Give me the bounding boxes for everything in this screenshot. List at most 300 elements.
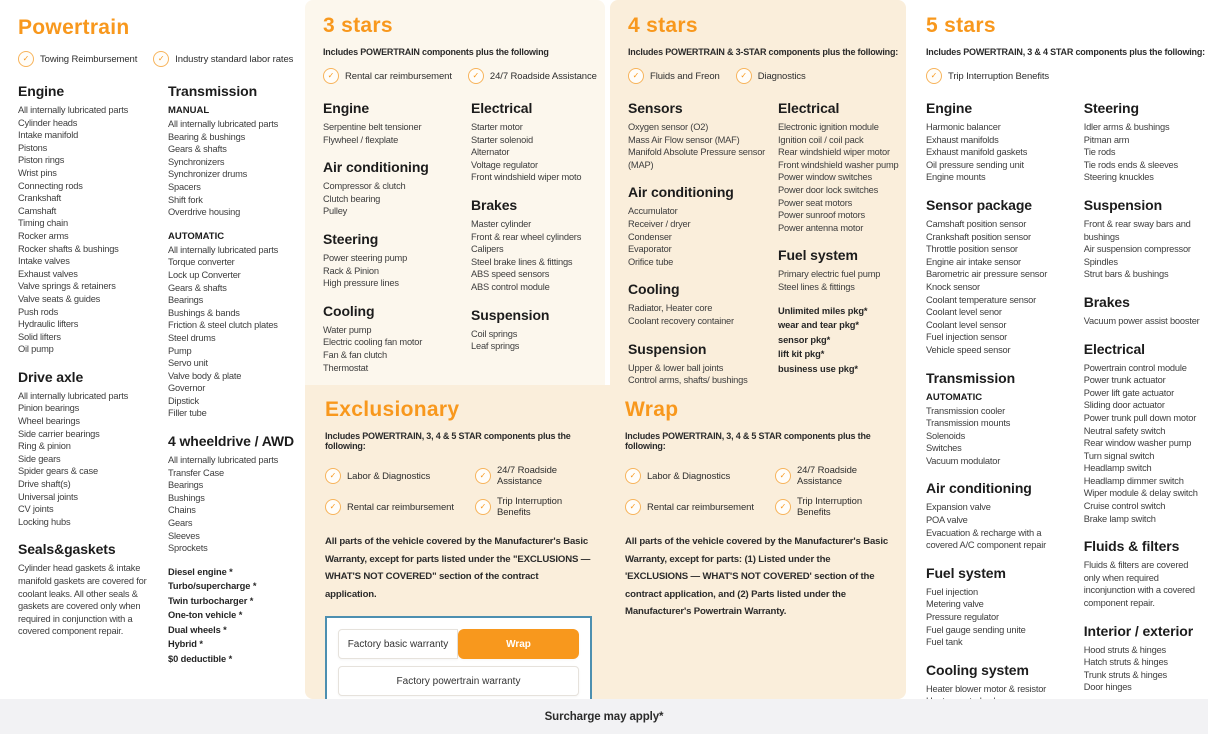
list-item: Radiator, Heater core: [628, 303, 713, 314]
section-heading: Engine: [926, 100, 973, 116]
list-item: Front windshield washer pump: [778, 159, 899, 170]
list-item-bold: One-ton vehicle *: [168, 610, 243, 621]
coverage-section: [18, 541, 168, 638]
coverage-section: [323, 159, 463, 218]
list-item: Solid lifters: [18, 331, 61, 342]
list-item-bold: business use pkg*: [778, 363, 858, 374]
list-item: Master cylinder: [471, 218, 532, 229]
list-item: Evacuation & recharge with a covered A/C component repair: [926, 527, 1046, 551]
list-item-bold: $0 deductible *: [168, 653, 233, 664]
list-item: Clutch bearing: [323, 193, 381, 204]
check-icon: ✓: [323, 68, 339, 84]
list-item: Tie rods ends & sleeves: [1083, 159, 1178, 170]
coverage-section: [18, 83, 168, 356]
list-item: Synchronizer drums: [168, 169, 248, 180]
list-item: Hood struts & hinges: [1083, 644, 1167, 655]
coverage-section: [628, 281, 766, 327]
section-heading: Seals&gaskets: [18, 541, 116, 558]
list-item: Crankshaft: [18, 193, 61, 204]
list-item: Connecting rods: [18, 180, 83, 191]
list-item: Camshaft position sensor: [926, 218, 1027, 229]
check-icon: ✓: [775, 468, 791, 484]
list-item: Door hinges: [1083, 682, 1132, 693]
benefit-check: [468, 68, 597, 84]
check-icon: ✓: [475, 468, 491, 484]
benefit-check: [628, 68, 720, 84]
benefit-label: 24/7 Roadside Assistance: [489, 70, 597, 82]
coverage-section: [926, 100, 1070, 184]
list-item: Valve seats & guides: [18, 293, 101, 304]
coverage-section: [323, 100, 463, 146]
diagram-top-row: [338, 629, 579, 659]
factory-powertrain-warranty-box: Factory powertrain warranty: [338, 666, 579, 696]
benefit-label: Trip Interruption Benefits: [497, 496, 563, 518]
list-item: High pressure lines: [323, 278, 399, 289]
list-item: CV joints: [18, 504, 54, 515]
note-paragraph: Cylinder head gaskets & intake manifold gaskets are covered for coolant leaks. All other seals & gaskets are covered only when required in conjunction with a covered component repair.: [18, 563, 147, 637]
list-item: Starter solenoid: [471, 134, 533, 145]
list-item: All internally lubricated parts: [168, 244, 279, 255]
section-heading: Brakes: [471, 196, 518, 213]
coverage-section: [168, 83, 298, 420]
list-item: Electric cooling fan motor: [323, 337, 423, 348]
list-item: Control arms, shafts/ bushings: [628, 375, 748, 386]
list-item: Vehicle speed sensor: [926, 344, 1011, 355]
coverage-section: [778, 100, 906, 234]
sub-heading: MANUAL: [168, 105, 210, 116]
benefit-check: [153, 51, 293, 67]
list-item: Fuel injection: [926, 586, 978, 597]
list-item: Camshaft: [18, 205, 57, 216]
list-item: Steel drums: [168, 332, 216, 343]
section-heading: Sensors: [628, 100, 683, 116]
list-item: Transfer Case: [168, 467, 224, 478]
list-item-bold: Dual wheels *: [168, 624, 227, 635]
list-item: Tie rods: [1083, 147, 1116, 158]
benefit-label: Diagnostics: [757, 70, 806, 82]
list-item: Push rods: [18, 306, 59, 317]
benefit-check: [18, 51, 137, 67]
list-item: Coil springs: [471, 328, 518, 339]
list-item: Pressure regulator: [926, 612, 999, 623]
coverage-section: [1084, 294, 1208, 328]
list-item: Pump: [168, 345, 192, 356]
list-item: Knock sensor: [926, 281, 980, 292]
three-stars-columns: [323, 100, 605, 387]
coverage-section: [778, 247, 906, 376]
exclusionary-title: Exclusionary: [325, 398, 460, 421]
list-item: Fan & fan clutch: [323, 349, 387, 360]
benefit-label: Rental car reimbursement: [345, 70, 452, 82]
section-heading: Steering: [323, 230, 379, 247]
list-item: Power antenna motor: [778, 222, 864, 233]
list-item: Metering valve: [926, 599, 984, 610]
spacer: [778, 294, 906, 304]
list-item: Power seat motors: [778, 197, 853, 208]
powertrain-column-1: [18, 83, 168, 679]
section-heading: Electrical: [471, 100, 533, 116]
benefit-label: Labor & Diagnostics: [647, 470, 731, 482]
list-item: Water pump: [323, 324, 372, 335]
check-icon: ✓: [736, 68, 752, 84]
list-item: Dipstick: [168, 395, 199, 406]
panel-4-stars: [610, 0, 906, 385]
list-item: Servo unit: [168, 358, 208, 369]
section-heading: Fluids & filters: [1083, 538, 1180, 555]
list-item: Rear window washer pump: [1083, 438, 1192, 449]
coverage-section: [628, 341, 766, 387]
list-item: Orifice tube: [628, 256, 674, 267]
powertrain-title: Powertrain: [18, 16, 130, 39]
wrap-subtitle: Includes POWERTRAIN, 3, 4 & 5 STAR components plus the following:: [625, 431, 871, 451]
coverage-section: [1084, 341, 1208, 526]
panel-exclusionary-wrap: [305, 385, 906, 699]
list-item: Overdrive housing: [168, 207, 241, 218]
list-item: Crankshaft position sensor: [926, 231, 1031, 242]
five-stars-title: 5 stars: [926, 14, 996, 37]
list-item-bold: Twin turbocharger *: [168, 595, 254, 606]
benefit-check: [775, 496, 891, 518]
coverage-section: [1084, 100, 1208, 184]
list-item: Gears & shafts: [168, 282, 227, 293]
list-item: Engine air intake sensor: [926, 256, 1021, 267]
list-item: Power steering pump: [323, 252, 408, 263]
list-item: Heater blower motor & resistor: [926, 683, 1047, 694]
list-item: Bearings: [168, 295, 204, 306]
list-item: Ignition coil / coil pack: [778, 134, 864, 145]
benefit-check: [325, 465, 475, 487]
list-item: ABS control module: [471, 281, 550, 292]
wrap-description: All parts of the vehicle covered by the Manufacturer's Basic Warranty, except for parts: (1) Listed under the 'EXCLUSIONS — WHAT'S NOT COVERED' section of the contract application, and (2) Parts listed under the Manufacturer's Powertrain Warranty.: [625, 536, 889, 617]
list-item: Primary electric fuel pump: [778, 269, 881, 280]
list-item: Exhaust manifolds: [926, 134, 999, 145]
list-item: Receiver / dryer: [628, 218, 691, 229]
list-item-bold: Unlimited miles pkg*: [778, 305, 868, 316]
three-stars-benefits: [323, 68, 605, 84]
list-item: Bushings & bands: [168, 307, 240, 318]
five-stars-columns: [926, 100, 1208, 721]
list-item: Pulley: [323, 206, 348, 217]
list-item: Thermostat: [323, 362, 369, 373]
check-icon: ✓: [325, 468, 341, 484]
list-item: Strut bars & bushings: [1083, 269, 1169, 280]
list-item: Starter motor: [471, 122, 523, 132]
list-item: All internally lubricated parts: [168, 455, 279, 466]
list-item: Leaf springs: [471, 341, 520, 352]
four-stars-subtitle: Includes POWERTRAIN & 3-STAR components plus the following:: [628, 47, 899, 57]
list-item-bold: wear and tear pkg*: [778, 320, 859, 331]
four-stars-benefits: [628, 68, 906, 84]
check-icon: ✓: [325, 499, 341, 515]
list-item: Vacuum modulator: [926, 455, 1001, 466]
list-item: Accumulator: [628, 206, 678, 217]
surcharge-footer: [0, 699, 1208, 734]
coverage-section: [926, 480, 1070, 551]
list-item: Side carrier bearings: [18, 428, 100, 439]
list-item: Steering knuckles: [1083, 172, 1154, 183]
list-item: Oil pressure sending unit: [926, 159, 1024, 170]
panel-3-stars: [305, 0, 605, 385]
list-item: Condenser: [628, 231, 672, 242]
four-stars-column-1: [628, 100, 766, 400]
list-item: Front & rear wheel cylinders: [471, 231, 582, 242]
list-item: Rocker shafts & bushings: [18, 243, 119, 254]
list-item: Vacuum power assist booster: [1083, 315, 1200, 326]
section-heading: 4 wheeldrive / AWD: [168, 433, 295, 450]
list-item: Idler arms & bushings: [1083, 122, 1170, 132]
powertrain-benefits: [18, 51, 298, 67]
check-icon: ✓: [628, 68, 644, 84]
coverage-section: [628, 100, 766, 171]
list-item: Engine mounts: [926, 172, 986, 183]
list-item: All internally lubricated parts: [168, 119, 279, 129]
wrap-benefits: [625, 465, 891, 518]
list-item: Throttle position sensor: [926, 244, 1018, 255]
list-item: Headlamp switch: [1083, 463, 1152, 474]
list-item: Turn signal switch: [1083, 450, 1155, 461]
wrap-coverage-box: Wrap: [458, 629, 579, 659]
coverage-section: [1084, 197, 1208, 281]
exclusionary-description: All parts of the vehicle covered by the Manufacturer's Basic Warranty, except for parts listed under the "EXCLUSIONS — WHAT'S NOT COVERED" section of the contract application.: [325, 536, 591, 600]
coverage-section: [628, 184, 766, 268]
powertrain-column-2: [168, 83, 298, 679]
wrap-plan: [605, 385, 905, 699]
benefit-label: Rental car reimbursement: [347, 501, 454, 513]
list-item: Oxygen sensor (O2): [628, 122, 709, 132]
list-item: Universal joints: [18, 491, 78, 502]
coverage-section: [323, 231, 463, 290]
list-item: Pitman arm: [1083, 134, 1130, 145]
panel-5-stars: [910, 0, 1208, 699]
list-item: Piston rings: [18, 155, 65, 166]
list-item: ABS speed sensors: [471, 269, 550, 280]
section-heading: Electrical: [1083, 340, 1145, 357]
section-heading: Fuel system: [778, 247, 858, 264]
benefit-label: 24/7 Roadside Assistance: [497, 465, 557, 487]
list-item: Ring & pinion: [18, 441, 71, 452]
check-icon: ✓: [926, 68, 942, 84]
section-heading: Engine: [18, 83, 65, 99]
section-heading: Transmission: [926, 369, 1016, 386]
section-heading: Brakes: [1083, 293, 1130, 310]
list-item: Bushings: [168, 492, 205, 503]
exclusionary-benefits: [325, 465, 591, 518]
benefit-check: [625, 496, 775, 518]
list-item: Evaporator: [628, 244, 672, 255]
list-item: Cylinder heads: [18, 117, 78, 128]
benefit-check: [775, 465, 891, 487]
list-item: Filler tube: [168, 408, 207, 419]
list-item: Front windshield wiper moto: [471, 172, 582, 183]
list-item: Brake lamp switch: [1083, 513, 1156, 524]
list-item-bold: sensor pkg*: [778, 334, 831, 345]
list-item: Pistons: [18, 142, 48, 153]
benefit-label: Trip Interruption Benefits: [948, 70, 1050, 82]
list-item: Cruise control switch: [1083, 501, 1166, 512]
list-item: Torque converter: [168, 257, 235, 268]
list-item: All internally lubricated parts: [18, 390, 129, 401]
list-item: Side gears: [18, 453, 61, 464]
list-item: Sleeves: [168, 530, 200, 541]
coverage-section: [323, 303, 463, 374]
three-stars-column-2: [471, 100, 601, 387]
list-item: Bearings: [168, 480, 204, 491]
list-item: Steel lines & fittings: [778, 281, 855, 292]
list-item: Fuel tank: [926, 637, 963, 648]
coverage-section: [926, 370, 1070, 468]
panel-powertrain: [8, 0, 298, 699]
three-stars-title: 3 stars: [323, 14, 393, 37]
list-item: Coolant level sensor: [926, 319, 1007, 330]
coverage-section: [926, 565, 1070, 649]
coverage-section: [471, 307, 601, 353]
list-item: Wrist pins: [18, 167, 57, 178]
coverage-section: [926, 197, 1070, 357]
list-item: Rack & Pinion: [323, 265, 379, 276]
section-heading: Electrical: [778, 100, 840, 116]
four-stars-title: 4 stars: [628, 14, 698, 37]
list-item: Wiper module & delay switch: [1083, 488, 1198, 499]
coverage-section: [471, 100, 601, 184]
coverage-section: [18, 369, 168, 529]
sub-heading: AUTOMATIC: [168, 230, 225, 242]
list-item: Solenoids: [926, 430, 966, 441]
list-item: Drive shaft(s): [18, 479, 71, 490]
benefit-check: [926, 68, 1049, 84]
coverage-section: [1084, 538, 1208, 609]
benefit-label: Labor & Diagnostics: [347, 470, 431, 482]
section-heading: Drive axle: [18, 368, 84, 385]
list-item: Serpentine belt tensioner: [323, 122, 422, 132]
benefit-check: [736, 68, 806, 84]
list-item: Trunk struts & hinges: [1083, 669, 1167, 680]
list-item: Synchronizers: [168, 156, 225, 167]
list-item: Voltage regulator: [471, 159, 538, 170]
factory-basic-warranty-box: Factory basic warranty: [338, 629, 458, 659]
five-stars-column-1: [926, 100, 1070, 721]
list-item: Oil pump: [18, 344, 54, 355]
list-item: Bearing & bushings: [168, 131, 246, 142]
surcharge-note: Surcharge may apply*: [544, 710, 664, 723]
list-item: Gears: [168, 518, 193, 529]
five-stars-benefits: [926, 68, 1208, 84]
section-heading: Cooling: [628, 281, 680, 298]
section-heading: Fuel system: [926, 564, 1006, 581]
list-item: Compressor & clutch: [323, 181, 406, 192]
list-item: Power window switches: [778, 172, 872, 183]
coverage-section: [1084, 623, 1208, 694]
check-icon: ✓: [625, 468, 641, 484]
check-icon: ✓: [468, 68, 484, 84]
check-icon: ✓: [775, 499, 791, 515]
list-item: Governor: [168, 383, 206, 394]
check-icon: ✓: [475, 499, 491, 515]
list-item: Exhaust valves: [18, 268, 78, 279]
section-heading: Steering: [1083, 100, 1139, 116]
spacer: [168, 555, 298, 565]
list-item: Rocker arms: [18, 230, 69, 241]
list-item: Manifold Absolute Pressure sensor (MAP): [628, 147, 766, 170]
list-item: All internally lubricated parts: [18, 105, 129, 115]
list-item: Air suspension compressor: [1083, 244, 1191, 255]
five-stars-column-2: [1084, 100, 1208, 721]
list-item: Rear windshield wiper motor: [778, 147, 890, 158]
powertrain-columns: [18, 83, 298, 679]
list-item: Switches: [926, 443, 962, 454]
list-item: Alternator: [471, 147, 510, 158]
list-item: Neutral safety switch: [1083, 425, 1166, 436]
three-stars-subtitle: Includes POWERTRAIN components plus the following: [323, 47, 549, 57]
check-icon: ✓: [153, 51, 169, 67]
list-item: Wheel bearings: [18, 416, 80, 427]
benefit-label: Rental car reimbursement: [647, 501, 754, 513]
list-item: Front & rear sway bars and bushings: [1083, 218, 1191, 242]
list-item: Lock up Converter: [168, 269, 241, 280]
exclusionary-subtitle: Includes POWERTRAIN, 3, 4 & 5 STAR components plus the following:: [325, 431, 571, 451]
list-item: Sliding door actuator: [1083, 400, 1165, 411]
list-item: Chains: [168, 505, 196, 516]
three-stars-column-1: [323, 100, 463, 387]
list-item: Upper & lower ball joints: [628, 362, 724, 373]
list-item: Fuel injection sensor: [926, 332, 1008, 343]
list-item: Hatch struts & hinges: [1083, 657, 1168, 668]
list-item: Expansion valve: [926, 502, 991, 513]
spacer: [168, 219, 298, 229]
list-item: Hydraulic lifters: [18, 319, 79, 330]
benefit-check: [325, 496, 475, 518]
list-item: Coolant recovery container: [628, 315, 734, 326]
list-item-bold: lift kit pkg*: [778, 349, 825, 360]
coverage-section: [168, 433, 298, 666]
benefit-label: Industry standard labor rates: [175, 53, 294, 65]
section-heading: Suspension: [1083, 196, 1163, 213]
list-item: Locking hubs: [18, 516, 71, 527]
list-item: Fuel gauge sending unite: [926, 624, 1026, 635]
list-item: Intake valves: [18, 256, 70, 267]
list-item: Spindles: [1083, 256, 1118, 267]
check-icon: ✓: [18, 51, 34, 67]
list-item: Calipers: [471, 244, 504, 255]
list-item: Spider gears & case: [18, 466, 98, 477]
list-item: Sprockets: [168, 543, 208, 554]
benefit-check: [475, 496, 591, 518]
section-heading: Air conditioning: [628, 184, 734, 201]
four-stars-column-2: [778, 100, 906, 400]
benefit-check: [475, 465, 591, 487]
list-item: Power door lock switches: [778, 184, 879, 195]
benefit-check: [323, 68, 452, 84]
list-item: Electronic ignition module: [778, 122, 879, 132]
section-heading: Cooling: [323, 302, 375, 319]
list-item: Flywheel / flexplate: [323, 134, 399, 145]
wrap-title: Wrap: [625, 398, 679, 421]
list-item: Shift fork: [168, 194, 203, 205]
list-item: Valve springs & retainers: [18, 281, 116, 292]
list-item: Valve body & plate: [168, 370, 242, 381]
check-icon: ✓: [625, 499, 641, 515]
list-item: Pinion bearings: [18, 403, 80, 414]
list-item: Transmission cooler: [926, 405, 1006, 416]
list-item: Power trunk pull down motor: [1083, 412, 1197, 423]
list-item-bold: Hybrid *: [168, 639, 203, 650]
list-item: Timing chain: [18, 218, 68, 229]
list-item: Harmonic balancer: [926, 122, 1001, 132]
section-heading: Transmission: [168, 83, 258, 99]
four-stars-columns: [628, 100, 906, 400]
section-heading: Suspension: [628, 340, 707, 357]
list-item: Power trunk actuator: [1083, 375, 1166, 386]
list-item: Exhaust manifold gaskets: [926, 147, 1028, 158]
